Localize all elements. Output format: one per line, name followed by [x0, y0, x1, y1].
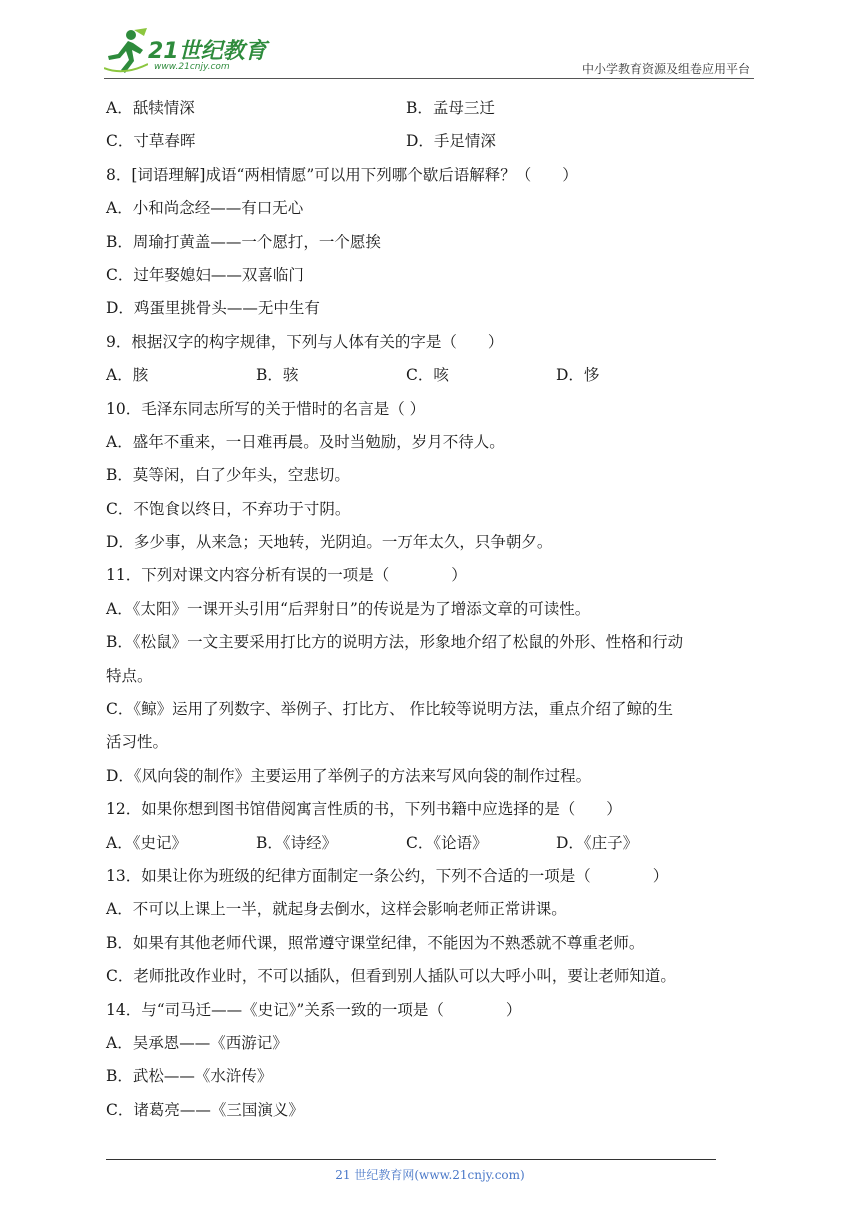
- footer-link[interactable]: 21 世纪教育网(www.21cnjy.com): [335, 1168, 525, 1182]
- q9-option-b: B．骇: [256, 366, 299, 385]
- q14-stem: 14．与“司马迁——《史记》”关系一致的一项是（ ）: [106, 1000, 522, 1019]
- q11-option-c-line1: C．《鲸》运用了列数字、举例子、打比方、 作比较等说明方法，重点介绍了鲸的生: [106, 700, 674, 719]
- q8-option-d: D．鸡蛋里挑骨头——无中生有: [106, 299, 320, 318]
- q11-option-d: D．《风向袋的制作》主要运用了举例子的方法来写风向袋的制作过程。: [106, 766, 592, 785]
- q11-option-b-line1: B．《松鼠》一文主要采用打比方的说明方法，形象地介绍了松鼠的外形、性格和行动: [106, 633, 684, 652]
- q14-option-c: C．诸葛亮——《三国演义》: [106, 1100, 304, 1119]
- q12-option-c: C．《论语》: [406, 833, 488, 852]
- q7-options-row-2: [106, 125, 758, 158]
- q12-option-b: B．《诗经》: [256, 833, 338, 852]
- q8-option-b: B．周瑜打黄盖——一个愿打，一个愿挨: [106, 232, 381, 251]
- q12-stem: 12．如果你想到图书馆借阅寓言性质的书，下列书籍中应选择的是（ ）: [106, 800, 622, 819]
- q10-option-b: B．莫等闲，白了少年头，空悲切。: [106, 466, 350, 485]
- q8-stem: 8．[词语理解]成语“两相情愿”可以用下列哪个歇后语解释？（ ）: [106, 165, 578, 184]
- q11-stem: 11．下列对课文内容分析有误的一项是（ ）: [106, 566, 467, 585]
- q7-option-b: B．孟母三迁: [406, 99, 495, 117]
- q9-stem: 9．根据汉字的构字规律，下列与人体有关的字是（ ）: [106, 332, 504, 351]
- q10-option-a: A．盛年不重来，一日难再晨。及时当勉励，岁月不待人。: [106, 432, 505, 451]
- q13-option-b: B．如果有其他老师代课，照常遵守课堂纪律，不能因为不熟悉就不尊重老师。: [106, 933, 645, 952]
- q13-stem: 13．如果让你为班级的纪律方面制定一条公约，下列不合适的一项是（ ）: [106, 866, 669, 885]
- q12-option-a: A．《史记》: [106, 833, 187, 852]
- q12-option-d: D．《庄子》: [556, 833, 639, 852]
- q10-option-c: C．不饱食以终日，不弃功于寸阴。: [106, 499, 351, 518]
- q7-option-c: C．寸草春晖: [106, 132, 196, 151]
- q11-option-c-line2: 活习性。: [106, 733, 169, 752]
- q11-option-b-line2: 特点。: [106, 666, 153, 685]
- q14-option-b: B．武松——《水浒传》: [106, 1067, 273, 1086]
- q9-option-d: D．恀: [556, 366, 600, 385]
- q9-options: [106, 359, 758, 392]
- footer-divider: [106, 1159, 716, 1160]
- q13-option-a: A．不可以上课上一半，就起身去倒水，这样会影响老师正常讲课。: [106, 900, 567, 919]
- q14-option-a: A．吴承恩——《西游记》: [106, 1033, 288, 1052]
- q8-option-c: C．过年娶媳妇——双喜临门: [106, 265, 304, 284]
- logo-text: 21世纪教育: [148, 39, 267, 64]
- q7-option-d: D．手足情深: [406, 132, 496, 151]
- q13-option-c: C．老师批改作业时，不可以插队，但看到别人插队可以大呼小叫，要让老师知道。: [106, 967, 676, 986]
- q7-option-a: A．舐犊情深: [106, 99, 195, 117]
- q9-option-c: C．咳: [406, 366, 449, 385]
- header-divider: [104, 78, 754, 79]
- q9-option-a: A．胲: [106, 366, 149, 385]
- q12-options: [106, 827, 758, 860]
- question-list: [106, 92, 758, 1127]
- q8-option-a: A．小和尚念经——有口无心: [106, 199, 304, 218]
- q10-stem: 10．毛泽东同志所写的关于惜时的名言是（ ）: [106, 399, 426, 418]
- site-logo[interactable]: [104, 28, 274, 78]
- logo-subtext: www.21cnjy.com: [154, 62, 230, 72]
- page-header: [0, 0, 860, 80]
- q11-option-a: A．《太阳》一课开头引用“后羿射日”的传说是为了增添文章的可读性。: [106, 599, 591, 618]
- q10-option-d: D．多少事，从来急；天地转，光阴迫。一万年太久，只争朝夕。: [106, 533, 553, 552]
- q7-options-row-1: [106, 92, 758, 125]
- runner-icon: [104, 28, 148, 74]
- platform-title: 中小学教育资源及组卷应用平台: [581, 62, 750, 76]
